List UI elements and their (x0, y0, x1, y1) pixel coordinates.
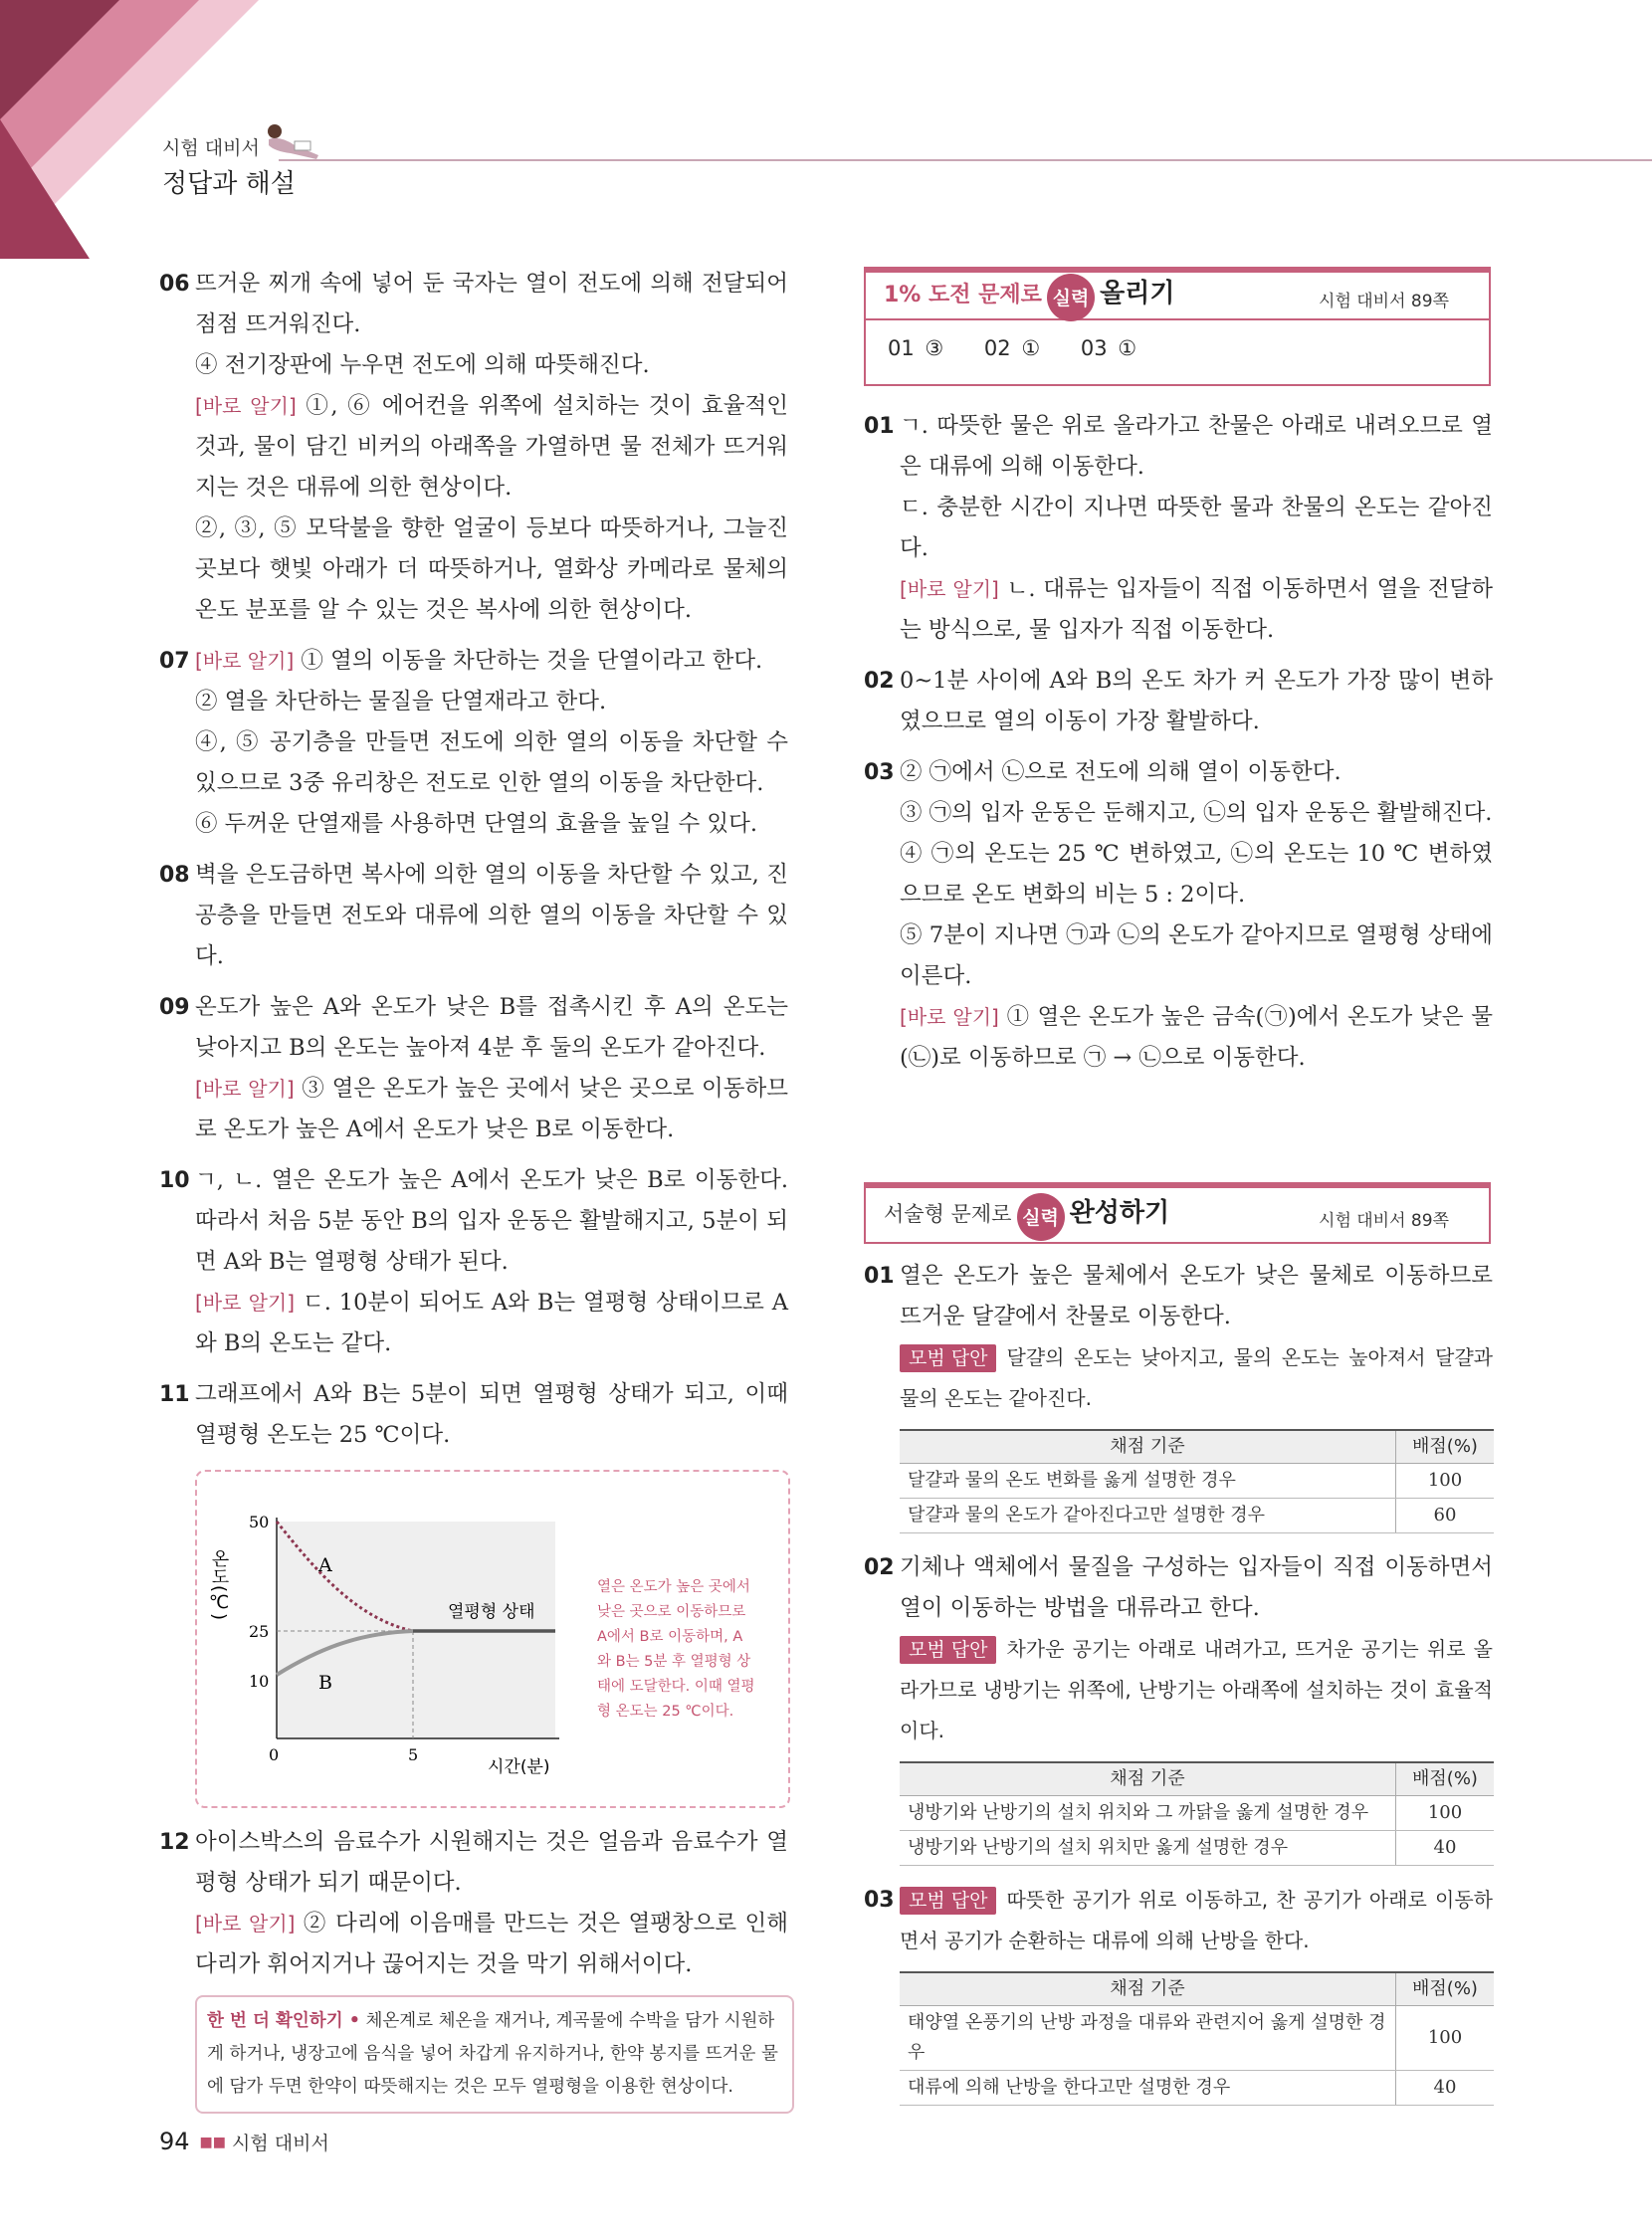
check-again-box (195, 1995, 794, 2114)
challenge-explanations (864, 406, 1493, 1089)
quick-correction (900, 569, 1493, 651)
criteria-header: 채점 기준 (900, 1972, 1396, 2006)
essay-question-01 (864, 1256, 1493, 1419)
reading-student-icon (261, 121, 322, 161)
quick-correction (195, 386, 788, 509)
table-row (900, 1831, 1494, 1866)
explanation-text: ㄷ. 충분한 시간이 지나면 따뜻한 물과 찬물의 온도는 같아진다. (900, 495, 1493, 561)
y-tick-label: 50 (249, 1513, 270, 1531)
model-answer (900, 1629, 1493, 1751)
model-answer-text: 차가운 공기는 아래로 내려가고, 뜨거운 공기는 위로 올라가므로 냉방기는 위쪽에, 난방기는 아래쪽에 설치하는 것이 효율적이다. (900, 1637, 1493, 1742)
explanation-text: ②, ③, ⑤ 모닥불을 향한 얼굴이 등보다 따뜻하거나, 그늘진 곳보다 햇빛 아래가 더 따뜻하거나, 열화상 카메라로 물체의 온도 분포를 알 수 있는 것은 복사에 의한 현상이다. (195, 515, 788, 623)
question-number: 06 (159, 272, 190, 297)
scoring-table (900, 1761, 1494, 1866)
check-again-title: 한 번 더 확인하기 • (207, 2011, 360, 2031)
footer-dots-icon: ■■ (199, 2135, 227, 2150)
quick-correction-tag: [바로 알기] (195, 649, 295, 673)
score-cell: 40 (1396, 1831, 1495, 1866)
explanation-text: 뜨거운 찌개 속에 넣어 둔 국자는 열이 전도에 의해 전달되어 점점 뜨거워진다. (195, 271, 788, 337)
question-number: 11 (159, 1382, 190, 1407)
footer-title: 시험 대비서 (232, 2133, 329, 2154)
essay-title (884, 1192, 1169, 1241)
table-row (900, 1796, 1494, 1831)
question-12 (159, 1822, 788, 1985)
model-answer-tag: 모범 답안 (900, 1636, 996, 1664)
x-tick-label: 5 (408, 1745, 419, 1764)
x-tick-label: 0 (269, 1745, 280, 1764)
quick-correction-text: ①, ⑥ 에어컨을 위쪽에 설치하는 것이 효율적인 것과, 물이 담긴 비커의 아래쪽을 가열하면 물 전체가 뜨거워지는 것은 대류에 의한 현상이다. (195, 393, 788, 501)
explanation-text: 온도가 높은 A와 온도가 낮은 B를 접촉시킨 후 A의 온도는 낮아지고 B의 온도는 높아져 4분 후 둘의 온도가 같아진다. (195, 994, 788, 1061)
question-07 (159, 641, 788, 845)
table-row (900, 1464, 1494, 1499)
graph-note: 열은 온도가 높은 곳에서 낮은 곳으로 이동하므로 A에서 B로 이동하며, A와 B는 5분 후 열평형 상태에 도달한다. 이때 열평형 온도는 25 ℃이다. (597, 1579, 755, 1720)
question-11 (159, 1374, 788, 1456)
essay-explanations (864, 1256, 1493, 2112)
model-answer (900, 1337, 1493, 1419)
explanation-text: ④ 전기장판에 누우면 전도에 의해 따뜻해진다. (195, 352, 650, 378)
y-tick-label: 10 (249, 1672, 270, 1691)
left-column (159, 264, 788, 2114)
question-06 (159, 264, 788, 631)
score-cell: 100 (1396, 2006, 1495, 2071)
quick-correction-text: ② 다리에 이음매를 만드는 것은 열팽창으로 인해 다리가 휘어지거나 끊어지는 것을 막기 위해서이다. (195, 1911, 788, 1977)
essay-title-main: 완성하기 (1069, 1198, 1170, 1228)
challenge-question-01 (864, 406, 1493, 651)
explanation-text: 열은 온도가 높은 물체에서 온도가 낮은 물체로 이동하므로 뜨거운 달걀에서 찬물로 이동한다. (900, 1263, 1493, 1329)
challenge-title-prefix: 1% 도전 문제로 (884, 283, 1042, 307)
challenge-answers (888, 336, 1136, 360)
explanation-text: ⑥ 두꺼운 단열재를 사용하면 단열의 효율을 높일 수 있다. (195, 811, 758, 837)
skill-seal-icon: 실력 (1017, 1193, 1065, 1241)
question-number: 08 (159, 863, 190, 888)
question-number: 10 (159, 1168, 190, 1193)
curve-b-label: B (318, 1672, 332, 1694)
score-header: 배점(%) (1396, 1972, 1495, 2006)
criteria-header: 채점 기준 (900, 1762, 1396, 1796)
explanation-text: 기체나 액체에서 물질을 구성하는 입자들이 직접 이동하면서 열이 이동하는 방법을 대류라고 한다. (900, 1554, 1493, 1621)
explanation-text: 아이스박스의 음료수가 시원해지는 것은 얼음과 음료수가 열평형 상태가 되기 때문이다. (195, 1829, 788, 1896)
score-cell: 60 (1396, 1499, 1495, 1533)
explanation-text: ㄱ. 따뜻한 물은 위로 올라가고 찬물은 아래로 내려오므로 열은 대류에 의해 이동한다. (900, 413, 1493, 480)
criteria-header: 채점 기준 (900, 1430, 1396, 1464)
question-09 (159, 987, 788, 1150)
question-number: 09 (159, 995, 190, 1020)
question-number: 07 (159, 649, 190, 674)
quick-correction-tag: [바로 알기] (195, 1912, 296, 1935)
temperature-graph (209, 1490, 597, 1788)
model-answer-tag: 모범 답안 (900, 1887, 996, 1915)
quick-correction (195, 641, 788, 682)
quick-correction-tag: [바로 알기] (195, 1291, 296, 1315)
model-answer-text: 따뜻한 공기가 위로 이동하고, 찬 공기가 아래로 이동하면서 공기가 순환하는 대류에 의해 난방을 한다. (900, 1888, 1493, 1952)
answer-item: 03 ① (1080, 336, 1137, 360)
quick-correction-tag: [바로 알기] (195, 394, 297, 418)
challenge-title-main: 올리기 (1100, 279, 1175, 308)
skill-seal-icon: 실력 (1047, 274, 1095, 321)
essay-question-03 (864, 1880, 1493, 1961)
question-10 (159, 1160, 788, 1364)
explanation-text: ⑤ 7분이 지나면 ㉠과 ㉡의 온도가 같아지므로 열평형 상태에 이른다. (900, 922, 1493, 989)
table-row (900, 1499, 1494, 1533)
model-answer-text: 달걀의 온도는 낮아지고, 물의 온도는 높아져서 달걀과 물의 온도는 같아진다. (900, 1345, 1493, 1410)
quick-correction-tag: [바로 알기] (195, 1077, 295, 1101)
quick-correction (195, 1069, 788, 1150)
score-cell: 100 (1396, 1796, 1495, 1831)
model-answer-tag: 모범 답안 (900, 1344, 996, 1372)
explanation-text: 그래프에서 A와 B는 5분이 되면 열평형 상태가 되고, 이때 열평형 온도는 25 ℃이다. (195, 1381, 788, 1448)
explanation-text: ③ ㉠의 입자 운동은 둔해지고, ㉡의 입자 운동은 활발해진다. (900, 800, 1493, 826)
quick-correction-tag: [바로 알기] (900, 1005, 999, 1029)
challenge-title (884, 273, 1174, 321)
scoring-table (900, 1971, 1494, 2106)
challenge-question-03 (864, 752, 1493, 1079)
answer-item: 01 ③ (888, 336, 944, 360)
explanation-text: ④, ⑤ 공기층을 만들면 전도에 의한 열의 이동을 차단할 수 있으므로 3중 유리창은 전도로 인한 열의 이동을 차단한다. (195, 729, 788, 796)
challenge-page-ref: 시험 대비서 89쪽 (1319, 292, 1449, 311)
page-number: 94 (159, 2128, 190, 2155)
quick-correction-text: ① 열의 이동을 차단하는 것을 단열이라고 한다. (301, 648, 763, 674)
y-tick-label: 25 (249, 1622, 270, 1641)
header-rule (279, 159, 1652, 161)
criteria-cell: 달걀과 물의 온도 변화를 옳게 설명한 경우 (900, 1464, 1396, 1499)
explanation-text: ④ ㉠의 온도는 25 ℃ 변하였고, ㉡의 온도는 10 ℃ 변하였으므로 온도 변화의 비는 5 : 2이다. (900, 841, 1493, 908)
question-number: 01 (864, 1264, 895, 1289)
score-cell: 100 (1396, 1464, 1495, 1499)
score-cell: 40 (1396, 2071, 1495, 2106)
explanation-text: ② 열을 차단하는 물질을 단열재라고 한다. (195, 689, 607, 714)
quick-correction (195, 1283, 788, 1364)
quick-correction-text: ① 열은 온도가 높은 금속(㉠)에서 온도가 낮은 물(㉡)로 이동하므로 ㉠ → ㉡으로 이동한다. (900, 1004, 1493, 1071)
equilibrium-label: 열평형 상태 (448, 1602, 535, 1622)
question-number: 12 (159, 1830, 190, 1855)
table-row (900, 2006, 1494, 2071)
scoring-table (900, 1429, 1494, 1533)
question-number: 03 (864, 1888, 895, 1913)
question-number: 02 (864, 669, 895, 694)
challenge-question-02 (864, 661, 1493, 742)
criteria-cell: 대류에 의해 난방을 한다고만 설명한 경우 (900, 2071, 1396, 2106)
curve-a-label: A (318, 1554, 332, 1576)
challenge-panel (864, 267, 1491, 386)
essay-page-ref: 시험 대비서 89쪽 (1319, 1211, 1449, 1231)
question-number: 01 (864, 414, 895, 439)
temperature-graph-box (195, 1470, 790, 1808)
quick-correction-text: ㄴ. 대류는 입자들이 직접 이동하면서 열을 전달하는 방식으로, 물 입자가 직접 이동한다. (900, 576, 1494, 643)
explanation-text: ② ㉠에서 ㉡으로 전도에 의해 열이 이동한다. (900, 759, 1342, 785)
criteria-cell: 냉방기와 난방기의 설치 위치와 그 까닭을 옳게 설명한 경우 (900, 1796, 1396, 1831)
check-again-text: 체온계로 체온을 재거나, 계곡물에 수박을 담가 시원하게 하거나, 냉장고에 음식을 넣어 차갑게 유지하거나, 한약 봉지를 뜨거운 물에 담가 두면 한약이 따뜻해지는 것은 모두 열평형을 이용한 현상이다. (207, 2011, 778, 2097)
model-answer (900, 1880, 1493, 1961)
criteria-cell: 태양열 온풍기의 난방 과정을 대류와 관련지어 옳게 설명한 경우 (900, 2006, 1396, 2071)
challenge-title-bar (866, 267, 1489, 320)
explanation-text: 0~1분 사이에 A와 B의 온도 차가 커 온도가 가장 많이 변하였으므로 열의 이동이 가장 활발하다. (900, 668, 1493, 734)
essay-title-bar (864, 1182, 1491, 1244)
quick-correction-tag: [바로 알기] (900, 577, 999, 601)
criteria-cell: 달걀과 물의 온도가 같아진다고만 설명한 경우 (900, 1499, 1396, 1533)
question-number: 02 (864, 1555, 895, 1580)
header-small-title: 시험 대비서 (162, 137, 260, 159)
y-axis-label: 온도(℃) (209, 1549, 230, 1621)
x-axis-label: 시간(분) (488, 1757, 550, 1777)
corner-decoration (0, 0, 259, 259)
quick-correction-text: ③ 열은 온도가 높은 곳에서 낮은 곳으로 이동하므로 온도가 높은 A에서 온도가 낮은 B로 이동한다. (195, 1076, 788, 1142)
explanation-text: ㄱ, ㄴ. 열은 온도가 높은 A에서 온도가 낮은 B로 이동한다. 따라서 처음 5분 동안 B의 입자 운동은 활발해지고, 5분이 되면 A와 B는 열평형 상태가 된다. (195, 1167, 788, 1275)
header-title: 정답과 해설 (162, 169, 296, 199)
essay-title-prefix: 서술형 문제로 (884, 1202, 1012, 1226)
score-header: 배점(%) (1396, 1430, 1495, 1464)
score-header: 배점(%) (1396, 1762, 1495, 1796)
page-footer (159, 2128, 329, 2155)
table-row (900, 2071, 1494, 2106)
quick-correction (195, 1904, 788, 1985)
quick-correction-text: ㄷ. 10분이 되어도 A와 B는 열평형 상태이므로 A와 B의 온도는 같다. (195, 1290, 789, 1356)
essay-question-02 (864, 1547, 1493, 1751)
quick-correction (900, 997, 1493, 1079)
question-number: 03 (864, 760, 895, 785)
explanation-text: 벽을 은도금하면 복사에 의한 열의 이동을 차단할 수 있고, 진공층을 만들면 전도와 대류에 의한 열의 이동을 차단할 수 있다. (195, 862, 788, 969)
question-08 (159, 855, 788, 977)
answer-item: 02 ① (983, 336, 1041, 360)
criteria-cell: 냉방기와 난방기의 설치 위치만 옳게 설명한 경우 (900, 1831, 1396, 1866)
